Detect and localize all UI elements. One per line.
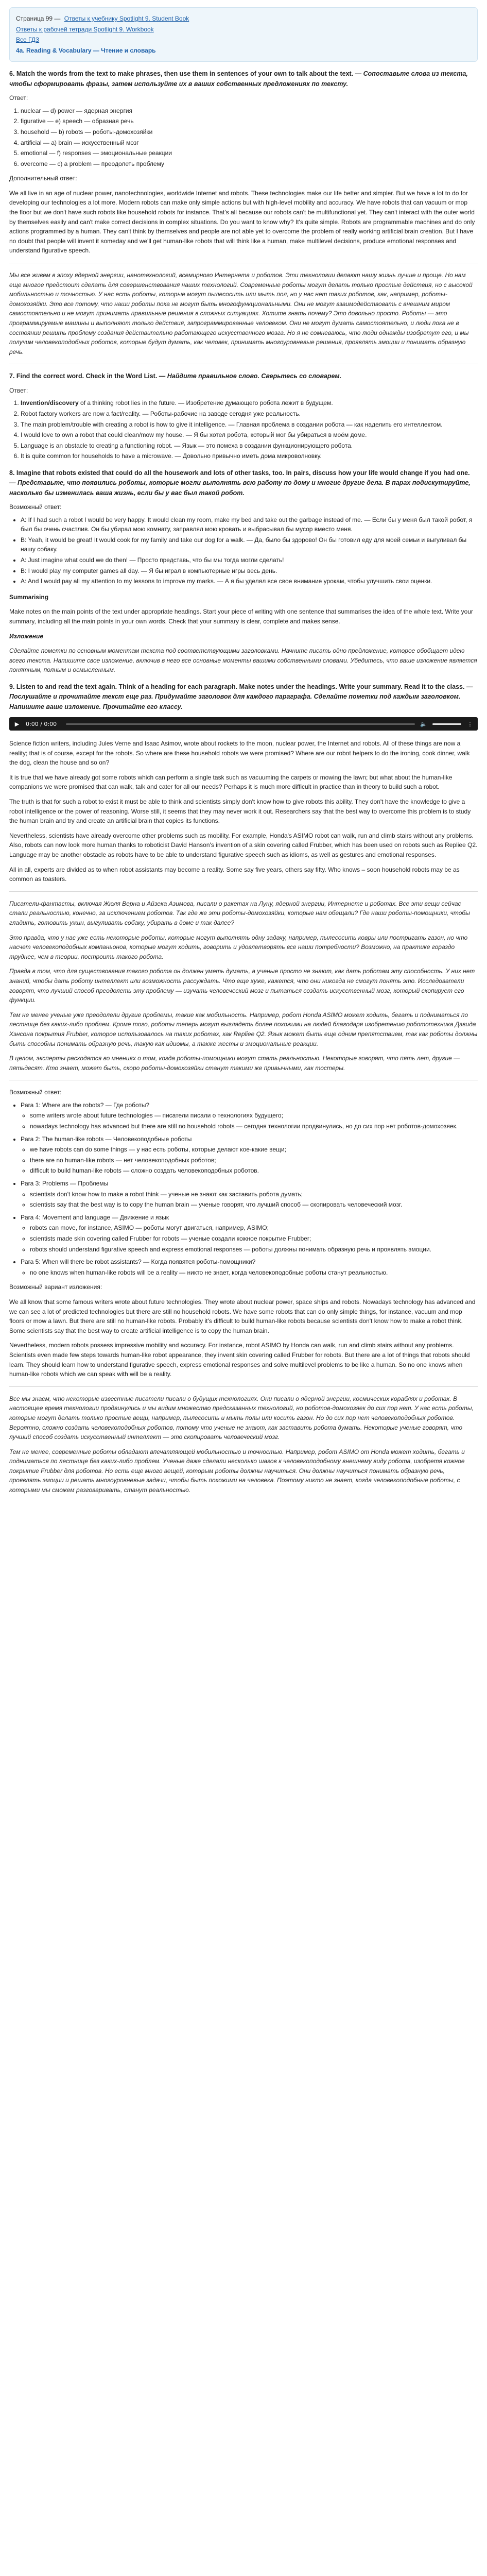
text-paragraph-ru: Тем не менее ученые уже преодолели другие проблемы, такие как мобильность. Например, робот Honda ASIMO может ходить, бегать и подниматься по лестнице без каких-либо проблем. Кроме того, роботы теперь могут выглядеть более похожими на людей благодаря изобретению робототехника Дэвида Хэнсона покрытия Frubber, которое использовалось на таких роботах, как Repliee Q2. Язык может быть еще одним препятствием, так как роботы должны быть способны понимать образную речь, такую как идиомы, а также жесты и эмоциональные реакции.: [9, 1011, 478, 1047]
exercise-7-heading-en: 7. Find the correct word. Check in the Word List.: [9, 372, 158, 380]
plan-note: ◦ there are no human-like robots — нет человекоподобных роботов;: [30, 1156, 478, 1165]
exercise-9-variant-label: Возможный вариант изложения:: [9, 1283, 102, 1291]
answer-item: 6. overcome — c) a problem — преодолеть проблему: [21, 159, 478, 169]
text-paragraph-en: The truth is that for such a robot to exist it must be able to think and scientists simply don't know how to give robots this ability. They don't have the knowledge to give a robot intelligence or the power of reasoning. Worse still, it seems that they may never work it out. Researchers say that the best way to overcome this problem is to study the human brain and try and create an artificial brain that copies its functions.: [9, 798, 471, 825]
answer-item: [21, 420, 478, 430]
exercise-6-answer-list: [9, 106, 478, 169]
answer-item: [21, 430, 478, 440]
answer-item: 2. figurative — e) speech — образная речь: [21, 116, 478, 126]
text-paragraph-ru: Писатели-фантасты, включая Жюля Верна и Айзека Азимова, писали о ракетах на Луну, ядерной энергии, Интернете и роботах. Все эти вещи сейчас стали реальностью, конечно, за исключением роботов. Так где же эти роботы-домохозяйки, которые нам обещали? Где наши роботы-помощники, чтобы гладить, готовить ужин, выгуливать собаку, убирать в доме и так далее?: [9, 900, 470, 926]
plan-notes: [21, 1268, 478, 1278]
exercise-7-answer-list: [9, 398, 478, 461]
exercise-9-variant-en: [9, 1297, 478, 1379]
workbook-link[interactable]: Ответы к рабочей тетради Spotlight 9. Workbook: [16, 25, 154, 33]
breadcrumb-row-2: [16, 25, 471, 35]
dialogue-line: • A: If I had such a robot I would be very happy. It would clean my room, make my bed and take out the garbage instead of me. — Если бы у меня был такой робот, я был бы очень счастлив. Он бы убирал мою комнату, заправлял мою кровать и выбрасывал бы мусор вместо меня.: [21, 515, 478, 534]
audio-player: [9, 717, 478, 731]
answer-item: [21, 451, 478, 461]
plan-note: ◦ some writers wrote about future technologies — писатели писали о технологиях будущего;: [30, 1111, 478, 1121]
text-paragraph-en: All in all, experts are divided as to when robot assistants may become a reality. Some say five years, others say fifty. Who knows – soon household robots may be as common as toasters.: [9, 866, 460, 883]
exercise-6-heading-en: 6. Match the words from the text to make phrases, then use them in sentences of your own to talk about the text.: [9, 70, 354, 78]
exercise-9-heading-ru: — Послушайте и прочитайте текст еще раз. Придумайте заголовок для каждого параграфа. Сделайте пометки под каждым заголовком. Напишите ваше изложение. Прочитайте его классу.: [9, 683, 473, 710]
plan-note: ◦ nowadays technology has advanced but there are still no household robots — сегодня технологии продвинулись, но до сих пор нет роботов-домохозяек.: [30, 1122, 478, 1131]
summarising-title: Summarising: [9, 593, 49, 601]
plan-item-title: Para 3: Problems — Проблемы: [21, 1180, 109, 1188]
exercise-8-answer-list: [9, 515, 478, 586]
summarising-ru-body: Сделайте пометки по основным моментам текста под соответствующими заголовками. Начните писать одно предложение, которое обобщает идею всего текста. Напишите свое изложение, включив в него все основные моменты вашими собственными словами. Убедитесь, что ваше изложение является понятным, полным и осмысленным.: [9, 647, 477, 674]
answer-text: Language is an obstacle to creating a functioning robot. — Язык — это помеха в создании функционирующего робота.: [21, 442, 353, 449]
summarising-ru-title: Изложение: [9, 632, 43, 640]
summary-paragraph-en: We all know that some famous writers wrote about future technologies. They wrote about nuclear power, space ships and robots. Nowadays technology has advanced and we can see a lot of predicted technologies but there are still no household robots. We have some robots that can do only simple things, for instance, vacuum and mop floors or mow a lawn. But there are still no human-like robots. Probably it's difficult to build human-like robots because scientists don't know how to make a robot think. Some scientists say that the best way to create artificial intelligence is to copy the human brain.: [9, 1298, 476, 1334]
plan-note: ◦ scientists made skin covering called Frubber for robots — ученые создали кожное покрытие Frubber;: [30, 1234, 478, 1244]
exercise-9-plan-list: [9, 1100, 478, 1278]
answer-text: The main problem/trouble with creating a robot is how to give it intelligence. — Главная проблема в создании робота — как наделить его интеллектом.: [21, 420, 443, 428]
exercise-6-answer-label: Ответ:: [9, 94, 28, 102]
plan-item-title: Para 2: The human-like robots — Человекоподобные роботы: [21, 1135, 192, 1143]
plan-notes: [21, 1145, 478, 1176]
breadcrumb-row-1: [16, 14, 471, 24]
plan-item-title: Para 4: Movement and language — Движение и язык: [21, 1213, 169, 1221]
dialogue-line: • B: Yeah, it would be great! It would cook for my family and take our dog for a walk. — Да, было бы здорово! Он бы готовил еду для моей семьи и выгуливал бы нашу собаку.: [21, 535, 478, 554]
dialogue-line: • A: Just imagine what could we do then! — Просто представь, что бы мы тогда могли сделать!: [21, 555, 478, 565]
play-icon[interactable]: ▶: [14, 720, 20, 727]
divider: [9, 1386, 478, 1387]
breadcrumb-box: [9, 7, 478, 62]
plan-item: [21, 1134, 478, 1176]
exercise-9-text-ru: [9, 899, 478, 1073]
answer-item: [21, 441, 478, 451]
exercise-8-answer-label: Возможный ответ:: [9, 503, 62, 511]
divider: [9, 891, 478, 892]
exercise-8-heading: [9, 468, 478, 498]
summarising-body: Make notes on the main points of the text under appropriate headings. Start your piece of writing with one sentence that summarises the idea of the whole text. Write your summary, including all the main points in your own words. Check that your summary is clear, complete and makes sense.: [9, 608, 473, 625]
summary-paragraph-en: Nevertheless, modern robots possess impressive mobility and accuracy. For instance, robot ASIMO by Honda can walk, run and climb stairs without any problems. Scientists even made few steps towards human-like robot appearance, they invent skin covering called Frubber for robots. But there are a lot of things that robots should learn. They should learn how to understand figurative speech, express emotional responses and solve multilevel problems to be like a human. So no one knows when human-like robots which we can speak with will be a reality.: [9, 1342, 470, 1378]
exercise-9-heading-en: 9. Listen to and read the text again. Think of a heading for each paragraph. Make notes under the headings. Write your summary. Read it to the class.: [9, 683, 465, 690]
plan-note: ◦ no one knows when human-like robots will be a reality — никто не знает, когда человекоподобные роботы станут реальностью.: [30, 1268, 478, 1278]
breadcrumb-row-4: [16, 46, 471, 56]
plan-item-title: Para 1: Where are the robots? — Где роботы?: [21, 1101, 150, 1109]
summary-paragraph-ru: Тем не менее, современные роботы обладают впечатляющей мобильностью и точностью. Например, робот ASIMO от Honda может ходить, бегать и подниматься по лестнице без каких-либо проблем. Ученые даже сделали несколько шагов к человекоподобному внешнему виду робота, изобретя кожное покрытие Frubber для роботов. Но есть еще много вещей, которым роботы должны научиться. Они должны научиться понимать образную речь, проявлять эмоции и решать многоуровневые задачи, чтобы быть похожими на человека. Поэтому никто не знает, когда человекоподобные роботы, с которыми мы сможем разговаривать, станут реальностью.: [9, 1448, 465, 1494]
plan-item: [21, 1257, 478, 1277]
plan-note: ◦ difficult to build human-like robots — сложно создать человекоподобных роботов.: [30, 1166, 478, 1176]
answer-text: of a thinking robot lies in the future. — Изобретение думающего робота лежит в будущем.: [78, 399, 333, 407]
plan-note: ◦ robots should understand figurative speech and express emotional responses — роботы должны понимать образную речь и проявлять эмоции.: [30, 1245, 478, 1255]
exercise-9-plan-label: Возможный ответ:: [9, 1089, 62, 1096]
text-paragraph-en: Nevertheless, scientists have already overcome other problems such as mobility. For example, Honda's ASIMO robot can walk, run and climb stairs without any problems. Also, robots can now look more human thanks to roboticist David Hanson's invention of a skin covering called Frubber, which has been used on robots such as Repliee Q2. Language may be another obstacle as robots have to be able to understand figurative speech such as idioms, as well as gestures and emotional responses.: [9, 832, 478, 858]
plan-notes: [21, 1111, 478, 1131]
answer-item: 4. artificial — a) brain — искусственный мозг: [21, 138, 478, 148]
student-book-link[interactable]: Ответы к учебнику Spotlight 9. Student Book: [64, 15, 189, 22]
exercise-7-answer-label: Ответ:: [9, 386, 28, 394]
page-number-label: Страница 99 —: [16, 15, 61, 22]
exercise-9-text-en: [9, 739, 478, 884]
answer-text: Robot factory workers are now a fact/reality. — Роботы-рабочие на заводе сегодня уже реальность.: [21, 410, 301, 417]
plan-item-title: Para 5: When will there be robot assistants? — Когда появятся роботы-помощники?: [21, 1258, 256, 1266]
audio-time: 0:00 / 0:00: [26, 720, 57, 727]
exercise-7-heading-ru: — Найдите правильное слово. Сверьтесь со словарем.: [159, 372, 342, 380]
answer-item: 5. emotional — f) responses — эмоциональные реакции: [21, 148, 478, 158]
answer-item: [21, 409, 478, 419]
exercise-8-heading-ru: — Представьте, что появились роботы, которые могли выполнять всю работу по дому и многие другие дела. В парах подискутируйте, насколько бы изменилась ваша жизнь, если бы у вас был такой робот.: [9, 479, 471, 497]
exercise-9-heading: [9, 682, 478, 712]
plan-notes: [21, 1223, 478, 1254]
exercise-6-extra-ru: Мы все живем в эпоху ядерной энергии, нанотехнологий, всемирного Интернета и роботов. Эти технологии делают нашу жизнь лучше и проще. Но нам еще многое предстоит сделать для совершенствования наших технологий. Современные роботы могут делать только простые действия, но с высокой мобильностью и точностью. У нас есть роботы, которые могут пылесосить или мыть пол, но у нас нет таких роботов, как, например, роботы-домохозяйки. Это все потому, что наши роботы пока не могут быть многофункциональными. Они не могут взаимодействовать с внешним миром самостоятельно и не могут принимать правильные решения в сложных ситуациях. Хотите знать почему? Это довольно просто. Роботы — это программируемые машины и выполняют только действия, запрограммированные человеком. Они не могут думать самостоятельно, и люди пока не в состоянии решить проблему создания действительно работающего искусственного мозга. Но я не сомневаюсь, что люди однажды изобретут его, и мы получим человекоподобных роботов, которые будут думать, как человек, принимать многоуровневые решения, проявлять эмоции и понимать образную речь.: [9, 272, 473, 355]
text-paragraph-ru: Это правда, что у нас уже есть некоторые роботы, которые могут выполнять одну задачу, например, пылесосить ковры или постригать газон, но что насчет человекоподобных компаньонов, которые могут ходить, говорить и удовлетворять все наши потребности? Возможно, на практике гораздо труднее, чем в теории, построить такого робота.: [9, 934, 468, 960]
plan-notes: [21, 1190, 478, 1210]
exercise-6-heading: [9, 69, 478, 89]
plan-item: [21, 1179, 478, 1210]
text-paragraph-en: Science fiction writers, including Jules Verne and Isaac Asimov, wrote about rockets to the moon, nuclear power, the Internet and robots. All of these things are now a reality; that is of course, except for the robots. So where are these household robots we were promised? Where are our robot helpers to do the ironing, cook dinner, walk the dog, clean the house and so on?: [9, 740, 470, 767]
exercise-6-heading-ru: — Сопоставьте слова из текста, чтобы сформировать фразы, затем используйте их в ваших собственных предложениях по тексту.: [9, 70, 468, 88]
answer-keyword: Invention/discovery: [21, 399, 79, 407]
answer-text: It is quite common for households to have a microwave. — Довольно привычно иметь дома микроволновку.: [21, 452, 322, 460]
answer-text: I would love to own a robot that could clean/mow my house. — Я бы хотел робота, который мог бы убираться в моём доме.: [21, 431, 367, 439]
text-paragraph-ru: Правда в том, что для существования такого робота он должен уметь думать, а ученые просто не знают, как дать роботам эту способность. У них нет знаний, чтобы дать роботу интеллект или возможность рассуждать. Что еще хуже, кажется, что они никогда не смогут понять это. Исследователи говорят, что лучший способ преодолеть эту проблему — изучать человеческий мозг и пытаться создать искусственный мозг, который скопирует его функции.: [9, 968, 475, 1004]
text-paragraph-en: It is true that we have already got some robots which can perform a single task such as vacuuming the carpets or mowing the lawn; but what about the human-like companions we were promised that can walk, talk and cater for all our needs? Perhaps it is much more difficult in practice than in theory to build such a robot.: [9, 773, 453, 791]
answer-item: 1. nuclear — d) power — ядерная энергия: [21, 106, 478, 116]
answer-item: [21, 398, 478, 408]
exercise-9-variant-ru: [9, 1394, 478, 1495]
plan-item: [21, 1213, 478, 1254]
exercise-6-extra-en: We all live in an age of nuclear power, nanotechnologies, worldwide Internet and robots. These technologies make our life better and simpler. But we have a lot to do for developing our technologies a lot more. Modern robots can make only simple actions but with high-level mobility and accuracy. We have robots that can vacuum or mop the floor but we don't have such robots like household robots for instance. That's all because our robots can't be multifunctional yet. They can't interact with the outer world by themselves easily and can't make correct decisions in complex situations. Do you want to know why? It's quite simple. Robots are programmable machines and do only actions programmed by a human. They can't think by themselves and people are not able yet to overcome the problem of really working artificial brain creation. But I have no doubt that people will invent it someday and we'll get human-like robots that will think like a human, make multilevel decisions, produce emotional responses and understand figurative speech.: [9, 189, 475, 255]
summary-paragraph-ru: Все мы знаем, что некоторые известные писатели писали о будущих технологиях. Они писали о ядерной энергии, космических кораблях и роботах. В настоящее время технологии продвинулись и мы видим множество предсказанных технологий, но роботов-домохозяек до сих пор нет. У нас есть роботы, которые могут делать только простые вещи, например, пылесосить и мыть полы или косить газон. Но до сих пор нет человекоподобных роботов. Вероятно, сложно создать человекоподобных роботов, потому что ученые не знают, как заставить робота думать. Некоторые ученые говорят, что лучший способ создать искусственный интеллект — это скопировать человеческий мозг.: [9, 1395, 474, 1441]
plan-note: ◦ scientists say that the best way is to copy the human brain — ученые говорят, что лучший способ — скопировать человеческий мозг.: [30, 1200, 478, 1210]
dialogue-line: • A: And I would pay all my attention to my lessons to improve my marks. — А я бы уделял все свое внимание урокам, чтобы улучшить свои оценки.: [21, 577, 478, 586]
exercise-7-heading: [9, 371, 478, 381]
volume-slider[interactable]: [432, 723, 461, 725]
dialogue-line: • B: I would play my computer games all day. — Я бы играл в компьютерные игры весь день.: [21, 566, 478, 576]
plan-note: ◦ robots can move, for instance, ASIMO — роботы могут двигаться, например, ASIMO;: [30, 1223, 478, 1233]
section-label: 4a. Reading & Vocabulary — Чтение и словарь: [16, 46, 156, 54]
plan-item: [21, 1100, 478, 1131]
all-gdz-link[interactable]: Все ГДЗ: [16, 36, 40, 44]
breadcrumb-row-3: [16, 35, 471, 45]
text-paragraph-ru: В целом, эксперты расходятся во мнениях о том, когда роботы-помощники могут стать реальностью. Некоторые говорят, что пять лет, другие — пятьдесят. Кто знает, может быть, скоро роботы-домохозяйки станут такими же привычными, как тостеры.: [9, 1055, 460, 1072]
answer-item: 3. household — b) robots — роботы-домохозяйки: [21, 127, 478, 137]
plan-note: ◦ scientists don't know how to make a robot think — ученые не знают как заставить робота думать;: [30, 1190, 478, 1199]
more-options-icon[interactable]: ⋮: [467, 720, 473, 727]
plan-note: ◦ we have robots can do some things — у нас есть роботы, которые делают кое-какие вещи;: [30, 1145, 478, 1155]
volume-icon[interactable]: 🔈: [420, 720, 427, 727]
exercise-8-heading-en: 8. Imagine that robots existed that could do all the housework and lots of other tasks, too. In pairs, discuss how your life would change if you had one.: [9, 469, 470, 477]
audio-progress-bar[interactable]: [66, 723, 415, 725]
exercise-6-extra-label: Дополнительный ответ:: [9, 175, 77, 182]
